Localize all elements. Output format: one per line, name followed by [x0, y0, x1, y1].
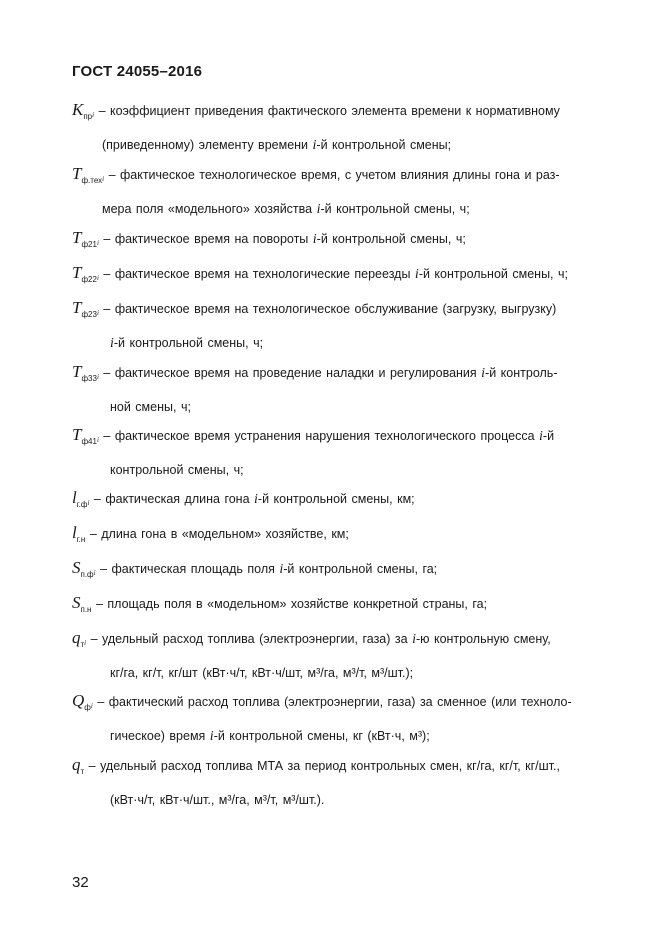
index-variable: i — [414, 267, 419, 282]
index-variable: i — [316, 202, 321, 217]
definition-t-f33 — [72, 358, 612, 421]
definition-s-pn — [72, 589, 612, 624]
symbol-subscript: пр — [83, 112, 93, 121]
symbol: T — [72, 298, 82, 317]
symbol: l — [72, 488, 77, 507]
definition-t-f-tech — [72, 160, 612, 224]
definition-text: мера поля «модельного» хозяйства — [102, 202, 313, 216]
symbol-subsubscript: i — [92, 111, 95, 119]
symbol-subsubscript: i — [96, 373, 99, 381]
symbol-subscript: п.н — [80, 605, 92, 614]
definition-text: – фактическое время устранения нарушения технологического процесса — [103, 429, 535, 443]
symbol: T — [72, 228, 82, 247]
index-variable: i — [110, 336, 114, 351]
definition-k-pr — [72, 96, 612, 160]
index-variable: i — [254, 492, 258, 507]
definition-text: – фактическое время на проведение наладки и регулирования — [103, 366, 477, 380]
definition-text: – удельный расход топлива (электроэнергии, газа) за — [90, 632, 408, 646]
symbol-subsubscript: i — [96, 436, 99, 444]
definition-t-f21 — [72, 224, 612, 259]
symbol: l — [72, 523, 77, 542]
definition-t-f22 — [72, 259, 612, 294]
symbol-subscript: ф21 — [81, 240, 97, 249]
index-variable: i — [312, 138, 317, 153]
index-variable: i — [312, 232, 317, 247]
definition-text: кг/га, кг/т, кг/шт (кВт·ч/т, кВт·ч/шт, м³/га, м³/т, м³/шт.); — [110, 666, 414, 680]
definitions-list — [72, 96, 612, 814]
definition-text: – коэффициент приведения фактического элемента времени к нормативному — [98, 104, 560, 118]
definition-text: – фактический расход топлива (электроэнергии, газа) за сменное (или техноло- — [97, 695, 572, 709]
symbol: q — [72, 628, 81, 647]
definition-text: – удельный расход топлива МТА за период контрольных смен, кг/га, кг/т, кг/шт., — [88, 759, 560, 773]
definition-text: -й контрольной смены, км; — [257, 492, 415, 506]
symbol-subscript: г.н — [76, 535, 86, 544]
definition-text: – фактическая площадь поля — [100, 562, 275, 576]
index-variable: i — [412, 632, 416, 647]
definition-text: (кВт·ч/т, кВт·ч/шт., м³/га, м³/т, м³/шт.). — [110, 793, 325, 807]
definition-text: – фактическое время на повороты — [103, 232, 309, 246]
symbol-subsubscript: i — [93, 569, 96, 577]
symbol-subscript: ф.тех — [81, 176, 103, 185]
definition-t-f41 — [72, 421, 612, 484]
definition-text: -й контрольной смены, ч; — [316, 232, 466, 246]
definition-text: -й контрольной смены, ч; — [113, 336, 264, 350]
index-variable: i — [481, 366, 486, 381]
symbol-subsubscript: i — [102, 175, 105, 183]
definition-text: -ю контрольную смену, — [415, 632, 551, 646]
definition-text: -й контрольной смены; — [316, 138, 452, 152]
definition-text: -й контроль- — [485, 366, 558, 380]
symbol-subscript: ф33 — [81, 374, 97, 383]
symbol-subscript: ф22 — [81, 275, 97, 284]
definition-text: – длина гона в «модельном» хозяйстве, км; — [89, 527, 349, 541]
definition-text: -й контрольной смены, ч; — [418, 267, 568, 281]
symbol-subsubscript: i — [96, 309, 99, 317]
definition-q-t — [72, 751, 612, 814]
symbol: q — [72, 755, 81, 774]
symbol: S — [72, 593, 81, 612]
definition-text: -й контрольной смены, кг (кВт·ч, м³); — [213, 729, 430, 743]
symbol-subscript: ф23 — [81, 310, 97, 319]
definition-t-f23 — [72, 294, 612, 358]
definition-q-t-i — [72, 624, 612, 687]
definition-s-pf — [72, 554, 612, 589]
definition-text: – фактическое время на технологическое обслуживание (загрузку, выгрузку) — [103, 302, 557, 316]
definition-text: контрольной смены, ч; — [110, 463, 244, 477]
index-variable: i — [539, 429, 543, 444]
definition-text: -й контрольной смены, ч; — [320, 202, 470, 216]
symbol-subsubscript: i — [96, 239, 99, 247]
definition-text: -й — [542, 429, 555, 443]
symbol-subsubscript: i — [90, 702, 93, 710]
symbol-subsubscript: i — [96, 274, 99, 282]
definition-text: гическое) время — [110, 729, 206, 743]
symbol: K — [72, 100, 84, 119]
definition-text: – фактическое технологическое время, с учетом влияния длины гона и раз- — [108, 168, 560, 182]
definition-l-gn — [72, 519, 612, 554]
symbol-subscript: г.ф — [76, 500, 88, 509]
definition-text: – площадь поля в «модельном» хозяйстве конкретной страны, га; — [95, 597, 488, 611]
symbol: S — [72, 558, 81, 577]
definition-text: (приведенному) элементу времени — [102, 138, 309, 152]
symbol-subscript: ф41 — [81, 437, 97, 446]
symbol: T — [72, 263, 82, 282]
symbol: Q — [72, 691, 85, 710]
symbol: T — [72, 425, 82, 444]
index-variable: i — [279, 562, 284, 577]
definition-l-gf — [72, 484, 612, 519]
symbol-subsubscript: i — [84, 639, 87, 647]
definition-text: ной смены, ч; — [110, 400, 191, 414]
symbol: T — [72, 164, 82, 183]
symbol: T — [72, 362, 82, 381]
symbol-subscript: т — [80, 767, 85, 776]
definition-text: -й контрольной смены, га; — [283, 562, 438, 576]
page-number: 32 — [72, 874, 89, 891]
symbol-subscript: т — [80, 640, 85, 649]
symbol-subscript: ф — [84, 703, 91, 712]
definition-text: – фактическая длина гона — [93, 492, 250, 506]
symbol-subscript: п.ф — [80, 570, 94, 579]
index-variable: i — [209, 729, 214, 744]
symbol-subsubscript: i — [87, 499, 90, 507]
standard-header: ГОСТ 24055–2016 — [72, 63, 203, 80]
definition-q-f — [72, 687, 612, 751]
definition-text: – фактическое время на технологические переезды — [103, 267, 411, 281]
